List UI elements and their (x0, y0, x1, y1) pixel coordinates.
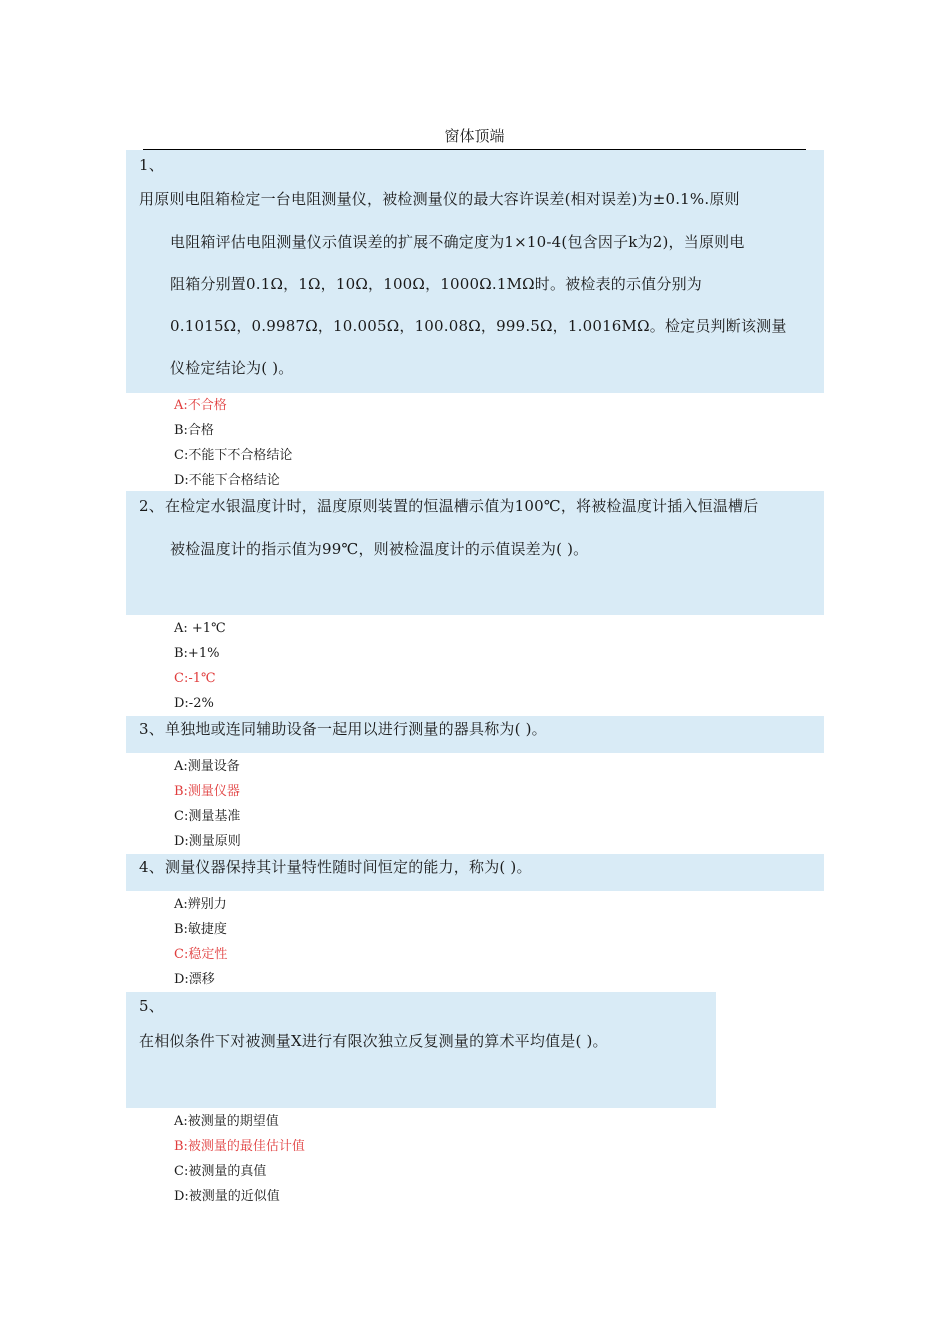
question-4-option-a[interactable]: A:辨别力 (174, 897, 227, 912)
question-2-option-b[interactable]: B:+1% (174, 646, 220, 661)
question-2-option-a[interactable]: A: +1℃ (174, 621, 226, 636)
question-1-text-line: 阻箱分别置0.1Ω，1Ω，10Ω，100Ω，1000Ω.1MΩ时。被检表的示值分别为 (170, 275, 702, 293)
question-4-option-c[interactable]: C:稳定性 (174, 947, 228, 962)
question-3-option-c[interactable]: C:测量基准 (174, 809, 241, 824)
question-1-option-c[interactable]: C:不能下不合格结论 (174, 448, 293, 463)
question-1-text-line: 0.1015Ω，0.9987Ω，10.005Ω，100.08Ω，999.5Ω，1.0016MΩ。检定员判断该测量 (170, 317, 787, 335)
question-4-option-b[interactable]: B:敏捷度 (174, 922, 227, 937)
question-4-number: 4、 (139, 858, 164, 876)
question-3-option-b[interactable]: B:测量仪器 (174, 784, 240, 799)
question-1-option-b[interactable]: B:合格 (174, 423, 214, 438)
question-2-option-d[interactable]: D:-2% (174, 696, 214, 711)
question-5-option-b[interactable]: B:被测量的最佳估计值 (174, 1139, 305, 1154)
question-5-number: 5、 (139, 997, 164, 1015)
question-3-option-d[interactable]: D:测量原则 (174, 834, 241, 849)
question-2-text-line: 在检定水银温度计时，温度原则装置的恒温槽示值为100℃，将被检温度计插入恒温槽后 (165, 497, 759, 515)
question-2-text-line: 被检温度计的指示值为99℃，则被检温度计的示值误差为( )。 (170, 540, 589, 558)
question-1-option-a[interactable]: A:不合格 (174, 398, 227, 413)
question-3-option-a[interactable]: A:测量设备 (174, 759, 240, 774)
question-4-option-d[interactable]: D:漂移 (174, 972, 215, 987)
question-4-text-line: 测量仪器保持其计量特性随时间恒定的能力，称为( )。 (165, 858, 532, 876)
question-5-option-c[interactable]: C:被测量的真值 (174, 1164, 267, 1179)
question-1-text-line: 电阻箱评估电阻测量仪示值误差的扩展不确定度为1×10-4(包含因子k为2)，当原则电 (170, 233, 745, 251)
question-3-number: 3、 (139, 720, 164, 738)
question-5-option-d[interactable]: D:被测量的近似值 (174, 1189, 280, 1204)
question-1-option-d[interactable]: D:不能下合格结论 (174, 473, 280, 488)
form-top-label: 窗体顶端 (143, 124, 806, 150)
question-1-text-line: 用原则电阻箱检定一台电阻测量仪，被检测量仪的最大容许误差(相对误差)为±0.1%.原则 (139, 190, 740, 208)
question-5-option-a[interactable]: A:被测量的期望值 (174, 1114, 279, 1129)
question-2-number: 2、 (139, 497, 164, 515)
question-3-text-line: 单独地或连同辅助设备一起用以进行测量的器具称为( )。 (165, 720, 547, 738)
question-1-number: 1、 (139, 156, 164, 174)
question-5-text-line: 在相似条件下对被测量X进行有限次独立反复测量的算术平均值是( )。 (139, 1032, 608, 1050)
question-1-text-line: 仪检定结论为( )。 (170, 359, 294, 377)
question-1 (126, 150, 824, 393)
question-2-option-c[interactable]: C:-1℃ (174, 671, 216, 686)
